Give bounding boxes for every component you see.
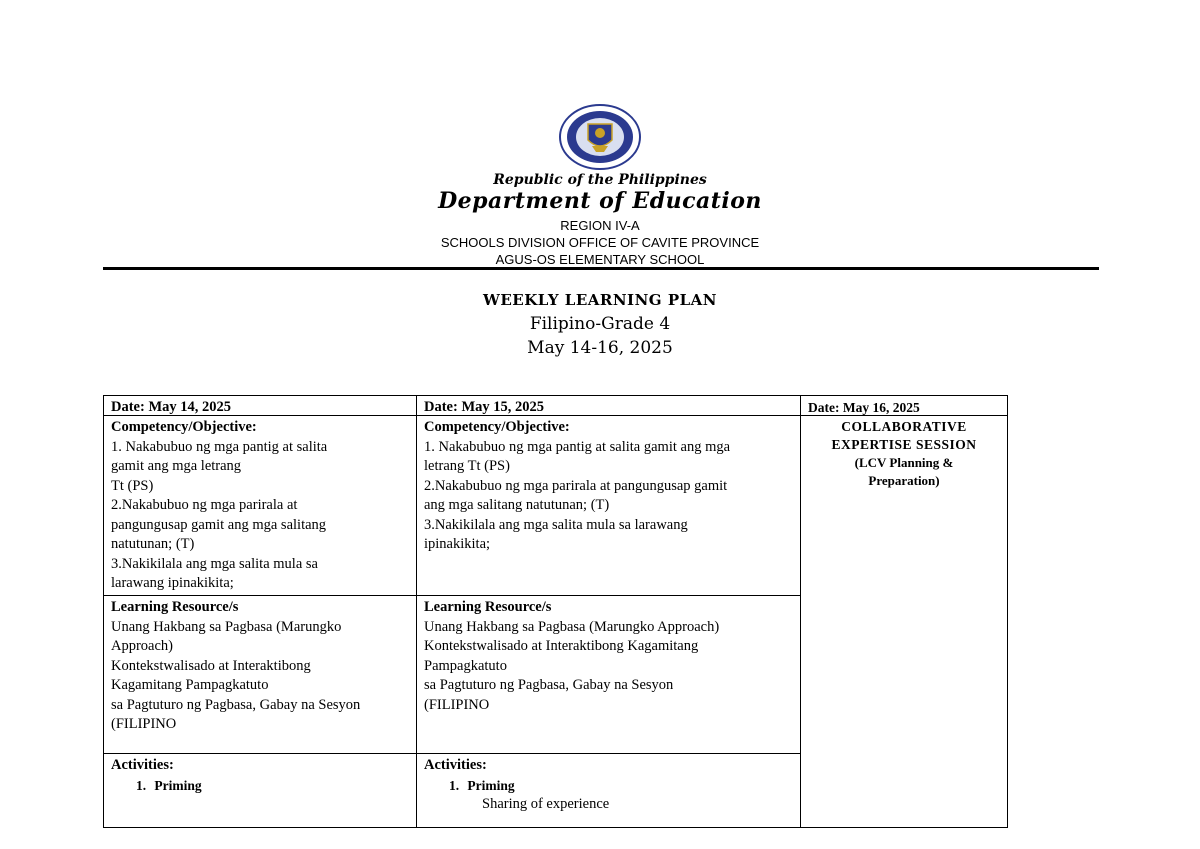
day1-date-cell — [103, 395, 417, 416]
day1-resource-line: (FILIPINO — [111, 716, 177, 732]
day2-activities-label: Activities: — [424, 757, 487, 773]
day2-competency-line: letrang Tt (PS) — [424, 458, 510, 474]
day3-session-line: Preparation) — [868, 473, 940, 488]
day1-competency-cell — [103, 415, 417, 596]
day1-activities-cell — [103, 753, 417, 828]
day1-activities-label: Activities: — [111, 757, 174, 773]
day2-activities-cell — [416, 753, 801, 828]
day1-resource-line: Approach) — [111, 638, 174, 654]
day2-competency-line: ang mga salitang natutunan; (T) — [424, 497, 610, 513]
day2-competency-line: 1. Nakabubuo ng mga pantig at salita gamit ang mga — [424, 438, 731, 455]
day2-resource-line: Pampagkatuto — [424, 657, 507, 674]
day1-competency-line: gamit ang mga letrang — [111, 458, 242, 474]
school-text: AGUS-OS ELEMENTARY SCHOOL — [495, 252, 705, 267]
day1-resource-line: Kontekstwalisado at Interaktibong — [111, 657, 311, 674]
day1-resource-line: sa Pagtuturo ng Pagbasa, Gabay na Sesyon — [111, 696, 361, 713]
day1-competency-line: 2.Nakabubuo ng mga parirala at — [111, 497, 298, 513]
day2-resource-line: sa Pagtuturo ng Pagbasa, Gabay na Sesyon — [424, 677, 674, 693]
day1-competency-line: 1. Nakabubuo ng mga pantig at salita — [111, 438, 328, 455]
plan-subject: Filipino-Grade 4 — [529, 314, 671, 334]
day2-competency-label: Competency/Objective: — [424, 419, 570, 435]
day2-date-cell — [416, 395, 801, 416]
plan-dates: May 14-16, 2025 — [527, 338, 673, 358]
plan-table — [103, 395, 1008, 828]
day2-competency-line: 2.Nakabubuo ng mga parirala at pangungusap gamit — [424, 477, 728, 494]
day2-activity-title: Priming — [467, 777, 515, 793]
day3-session-line: (LCV Planning & — [854, 455, 954, 470]
day2-resource-line: Kontekstwalisado at Interaktibong Kagamitang — [424, 638, 699, 654]
day2-activity-note: Sharing of experience — [482, 796, 610, 812]
day1-competency-line: larawang ipinakikita; — [111, 575, 234, 591]
day3-date-cell — [800, 395, 1008, 416]
day1-competency-line: 3.Nakikilala ang mga salita mula sa — [111, 555, 318, 572]
day2-competency-cell — [416, 415, 801, 596]
day2-resource-line: (FILIPINO — [424, 696, 490, 713]
day2-resource-line: Unang Hakbang sa Pagbasa (Marungko Approach) — [424, 618, 720, 635]
day2-date: Date: May 15, 2025 — [424, 399, 545, 415]
region-text: REGION IV-A — [560, 218, 640, 233]
deped-seal-icon — [558, 104, 642, 170]
day2-competency-line: ipinakikita; — [424, 536, 491, 552]
division-text: SCHOOLS DIVISION OFFICE OF CAVITE PROVINCE — [440, 235, 760, 250]
header-divider — [103, 267, 1099, 270]
day1-competency-line: natutunan; (T) — [111, 536, 195, 552]
day1-resource-line: Kagamitang Pampagkatuto — [111, 677, 269, 693]
day3-session-cell — [800, 415, 1008, 828]
day1-competency-label: Competency/Objective: — [111, 419, 257, 435]
day2-competency-line: 3.Nakikilala ang mga salita mula sa larawang — [424, 516, 688, 533]
day1-activity-item — [111, 776, 409, 796]
day1-activity-number: 1. — [136, 777, 147, 793]
day3-session-line: EXPERTISE SESSION — [831, 437, 977, 452]
republic-heading: Republic of the Philippines — [493, 172, 707, 188]
day2-activity-item — [424, 776, 793, 796]
department-heading: Department of Education — [438, 188, 762, 214]
day1-resource-line: Unang Hakbang sa Pagbasa (Marungko — [111, 618, 342, 635]
day1-resources-label: Learning Resource/s — [111, 599, 239, 615]
day3-date: Date: May 16, 2025 — [808, 400, 920, 415]
day2-resources-label: Learning Resource/s — [424, 599, 552, 615]
day2-resources-cell — [416, 595, 801, 754]
day1-date: Date: May 14, 2025 — [111, 399, 232, 415]
day1-competency-line: Tt (PS) — [111, 477, 154, 494]
day2-activity-number: 1. — [449, 777, 460, 793]
day1-activity-title: Priming — [154, 777, 202, 793]
day1-competency-line: pangungusap gamit ang mga salitang — [111, 516, 327, 533]
plan-title: WEEKLY LEARNING PLAN — [483, 291, 717, 309]
day3-session-line: COLLABORATIVE — [841, 419, 967, 434]
day1-resources-cell — [103, 595, 417, 754]
